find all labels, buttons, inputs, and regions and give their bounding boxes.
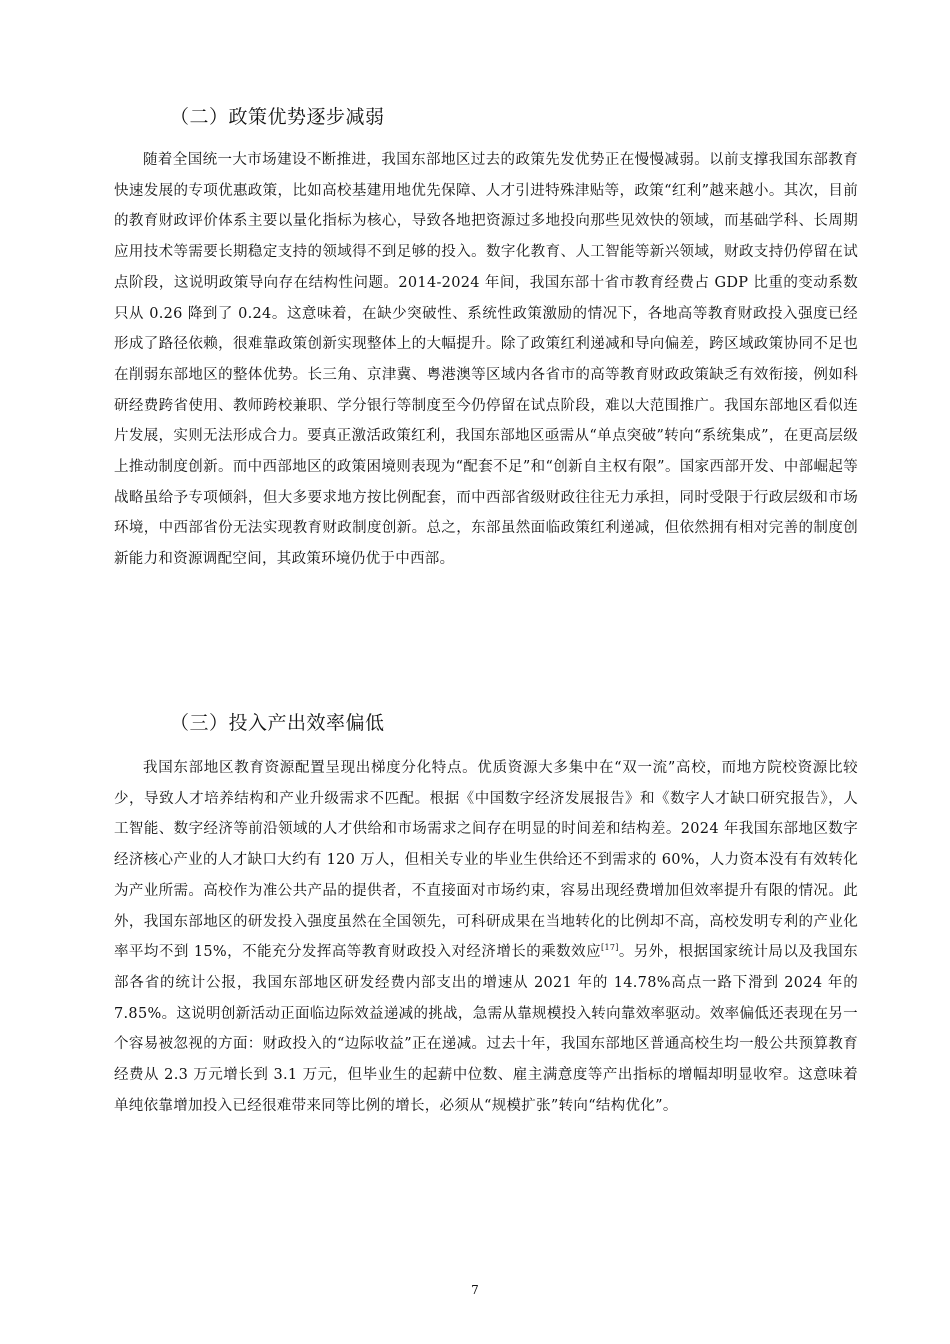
page-number: 7	[471, 1283, 479, 1297]
citation-reference: [17]	[601, 943, 619, 953]
paragraph-text-part2: 。另外，根据国家统计局以及我国东部各省的统计公报，我国东部地区研发经费内部支出的增速从 2021 年的 14.78%高点一路下滑到 2024 年的 7.85%。这说明创新活动正面临边际效益递减的挑战，急需从靠规模投入转向靠效率驱动。效率偏低还表现在另一个容易被忽视的方面：财政投入的“边际收益”正在递减。过去十年，我国东部地区普通高校生均一般公共预算教育经费从 2.3 万元增长到 3.1 万元，但毕业生的起薪中位数、雇主满意度等产出指标的增幅却明显收窄。这意味着单纯依靠增加投入已经很难带来同等比例的增长，必须从“规模扩张”转向“结构优化”。	[114, 944, 858, 1114]
section-heading-efficiency: （三）投入产出效率偏低	[170, 712, 385, 734]
section-paragraph-efficiency	[114, 753, 858, 1121]
paragraph-text-part1: 我国东部地区教育资源配置呈现出梯度分化特点。优质资源大多集中在“双一流”高校，而地方院校资源比较少，导致人才培养结构和产业升级需求不匹配。根据《中国数字经济发展报告》和《数字人才缺口研究报告》，人工智能、数字经济等前沿领域的人才供给和市场需求之间存在明显的时间差和结构差。2024 年我国东部地区数字经济核心产业的人才缺口大约有 120 万人，但相关专业的毕业生供给还不到需求的 60%，人力资本没有有效转化为产业所需。高校作为准公共产品的提供者，不直接面对市场约束，容易出现经费增加但效率提升有限的情况。此外，我国东部地区的研发投入强度虽然在全国领先，可科研成果在当地转化的比例却不高，高校发明专利的产业化率平均不到 15%，不能充分发挥高等教育财政投入对经济增长的乘数效应	[114, 760, 858, 961]
section-heading-policy-advantage: （二）政策优势逐步减弱	[170, 106, 385, 128]
section-paragraph-policy-advantage: 随着全国统一大市场建设不断推进，我国东部地区过去的政策先发优势正在慢慢减弱。以前支撑我国东部教育快速发展的专项优惠政策，比如高校基建用地优先保障、人才引进特殊津贴等，政策“红利”越来越小。其次，目前的教育财政评价体系主要以量化指标为核心，导致各地把资源过多地投向那些见效快的领域，而基础学科、长周期应用技术等需要长期稳定支持的领域得不到足够的投入。数字化教育、人工智能等新兴领域，财政支持仍停留在试点阶段，这说明政策导向存在结构性问题。2014-2024 年间，我国东部十省市教育经费占 GDP 比重的变动系数只从 0.26 降到了 0.24。这意味着，在缺少突破性、系统性政策激励的情况下，各地高等教育财政投入强度已经形成了路径依赖，很难靠政策创新实现整体上的大幅提升。除了政策红利递减和导向偏差，跨区域政策协同不足也在削弱东部地区的整体优势。长三角、京津冀、粤港澳等区域内各省市的高等教育财政政策缺乏有效衔接，例如科研经费跨省使用、教师跨校兼职、学分银行等制度至今仍停留在试点阶段，难以大范围推广。我国东部地区看似连片发展，实则无法形成合力。要真正激活政策红利，我国东部地区亟需从“单点突破”转向“系统集成”，在更高层级上推动制度创新。而中西部地区的政策困境则表现为“配套不足”和“创新自主权有限”。国家西部开发、中部崛起等战略虽给予专项倾斜，但大多要求地方按比例配套，而中西部省级财政往往无力承担，同时受限于行政层级和市场环境，中西部省份无法实现教育财政制度创新。总之，东部虽然面临政策红利递减，但依然拥有相对完善的制度创新能力和资源调配空间，其政策环境仍优于中西部。	[114, 152, 858, 568]
